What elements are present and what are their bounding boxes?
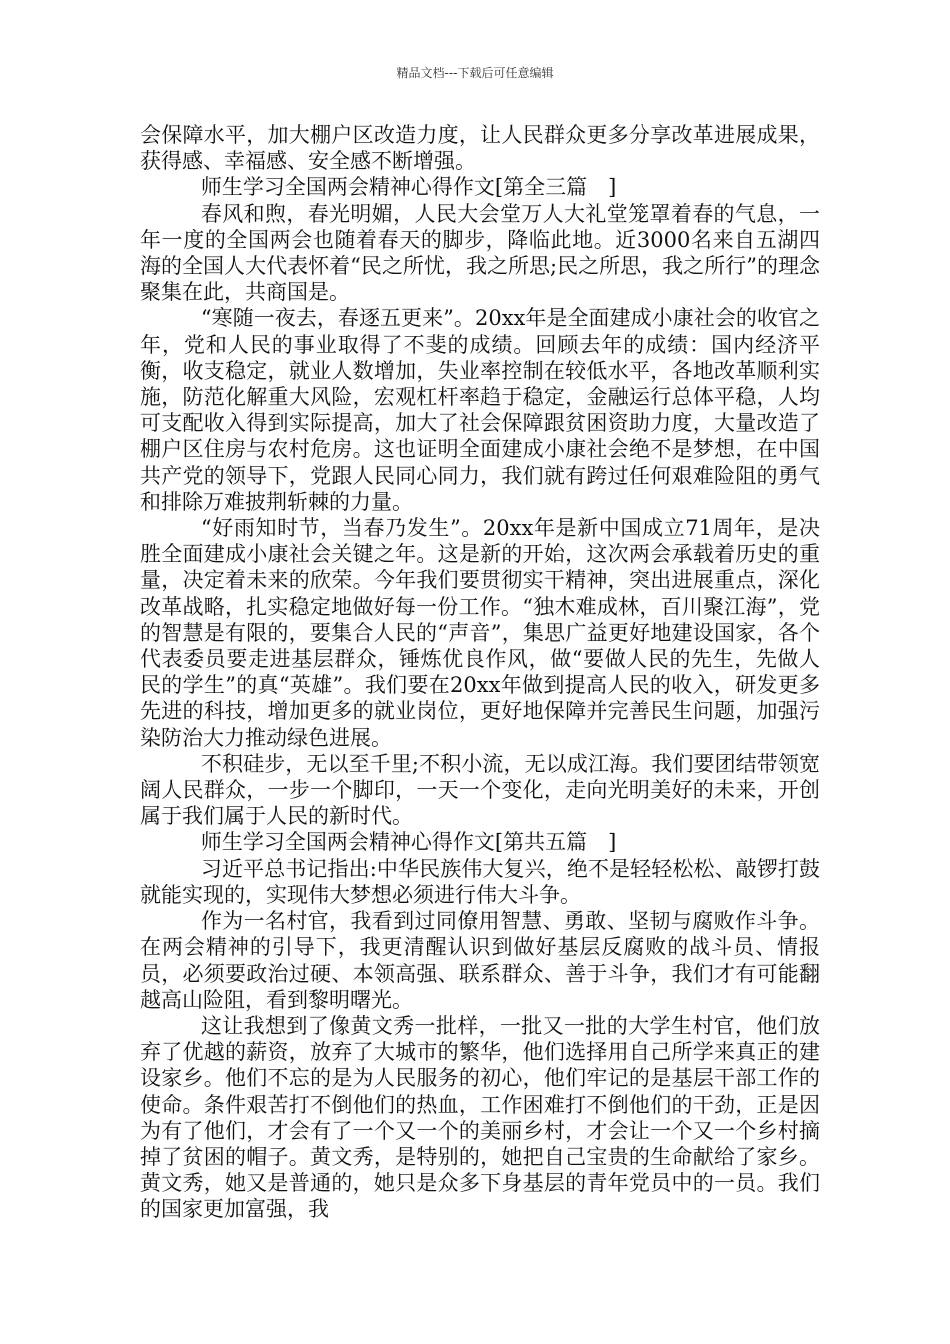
section-heading-3: 师生学习全国两会精神心得作文[第全三篇 ] (200, 175, 617, 200)
paragraph-3: “寒随一夜去，春逐五更来”。20xx年是全面建成小康社会的收官之年，党和人民的事业取得了不斐的成绩。回顾去年的成绩：国内经济平衡，收支稳定，就业人数增加，失业率控制在较低水平，各地改革顺利实施，防范化解重大风险，宏观杠杆率趋于稳定，金融运行总体平稳，人均可支配收入得到实际提高，加大了社会保障跟贫困资助力度，大量改造了棚户区住房与农村危房。这也证明全面建成小康社会绝不是梦想，在中国共产党的领导下，党跟人民同心同力，我们就有跨过任何艰难险阻的勇气和排除万难披荆斩棘的力量。 (140, 306, 820, 514)
paragraph-1: 会保障水平，加大棚户区改造力度，让人民群众更多分享改革进展成果，获得感、幸福感、安全感不断增强。 (140, 123, 820, 174)
page-header: 精品文档---下载后可任意编辑 (396, 66, 554, 80)
paragraph-2: 春风和煦，春光明媚，人民大会堂万人大礼堂笼罩着春的气息，一年一度的全国两会也随着春天的脚步，降临此地。近3000名来自五湖四海的全国人大代表怀着“民之所忧，我之所思;民之所思，我之所行”的理念聚集在此，共商国是。 (140, 201, 820, 305)
document-body (140, 122, 820, 1223)
paragraph-6: 习近平总书记指出:中华民族伟大复兴，绝不是轻轻松松、敲锣打鼓就能实现的，实现伟大梦想必须进行伟大斗争。 (140, 856, 820, 907)
paragraph-5: 不积硅步，无以至千里;不积小流，无以成江海。我们要团结带领宽阔人民群众，一步一个脚印，一天一个变化，走向光明美好的未来，开创属于我们属于人民的新时代。 (140, 751, 820, 829)
paragraph-4: “好雨知时节，当春乃发生”。20xx年是新中国成立71周年，是决胜全面建成小康社会关键之年。这是新的开始，这次两会承载着历史的重量，决定着未来的欣荣。今年我们要贯彻实干精神，突出进展重点，深化改革战略，扎实稳定地做好每一份工作。“独木难成林，百川聚江海”，党的智慧是有限的，要集合人民的“声音”，集思广益更好地建设国家，各个代表委员要走进基层群众，锤炼优良作风，做“要做人民的先生，先做人民的学生”的真“英雄”。我们要在20xx年做到提高人民的收入，研发更多先进的科技，增加更多的就业岗位，更好地保障并完善民生问题，加强污染防治大力推动绿色进展。 (140, 516, 820, 750)
paragraph-7: 作为一名村官，我看到过同僚用智慧、勇敢、坚韧与腐败作斗争。在两会精神的引导下，我更清醒认识到做好基层反腐败的战斗员、情报员，必须要政治过硬、本领高强、联系群众、善于斗争，我们才有可能翻越高山险阻，看到黎明曙光。 (140, 909, 820, 1012)
paragraph-8: 这让我想到了像黄文秀一批样，一批又一批的大学生村官，他们放弃了优越的薪资，放弃了大城市的繁华，他们选择用自己所学来真正的建设家乡。他们不忘的是为人民服务的初心，他们牢记的是基层干部工作的使命。条件艰苦打不倒他们的热血，工作困难打不倒他们的干劲，正是因为有了他们，才会有了一个又一个的美丽乡村，才会让一个又一个乡村摘掉了贫困的帽子。黄文秀，是特别的，她把自己宝贵的生命献给了家乡。黄文秀，她又是普通的，她只是众多下身基层的青年党员中的一员。我们的国家更加富强，我 (140, 1013, 820, 1222)
section-heading-5: 师生学习全国两会精神心得作文[第共五篇 ] (200, 830, 617, 855)
